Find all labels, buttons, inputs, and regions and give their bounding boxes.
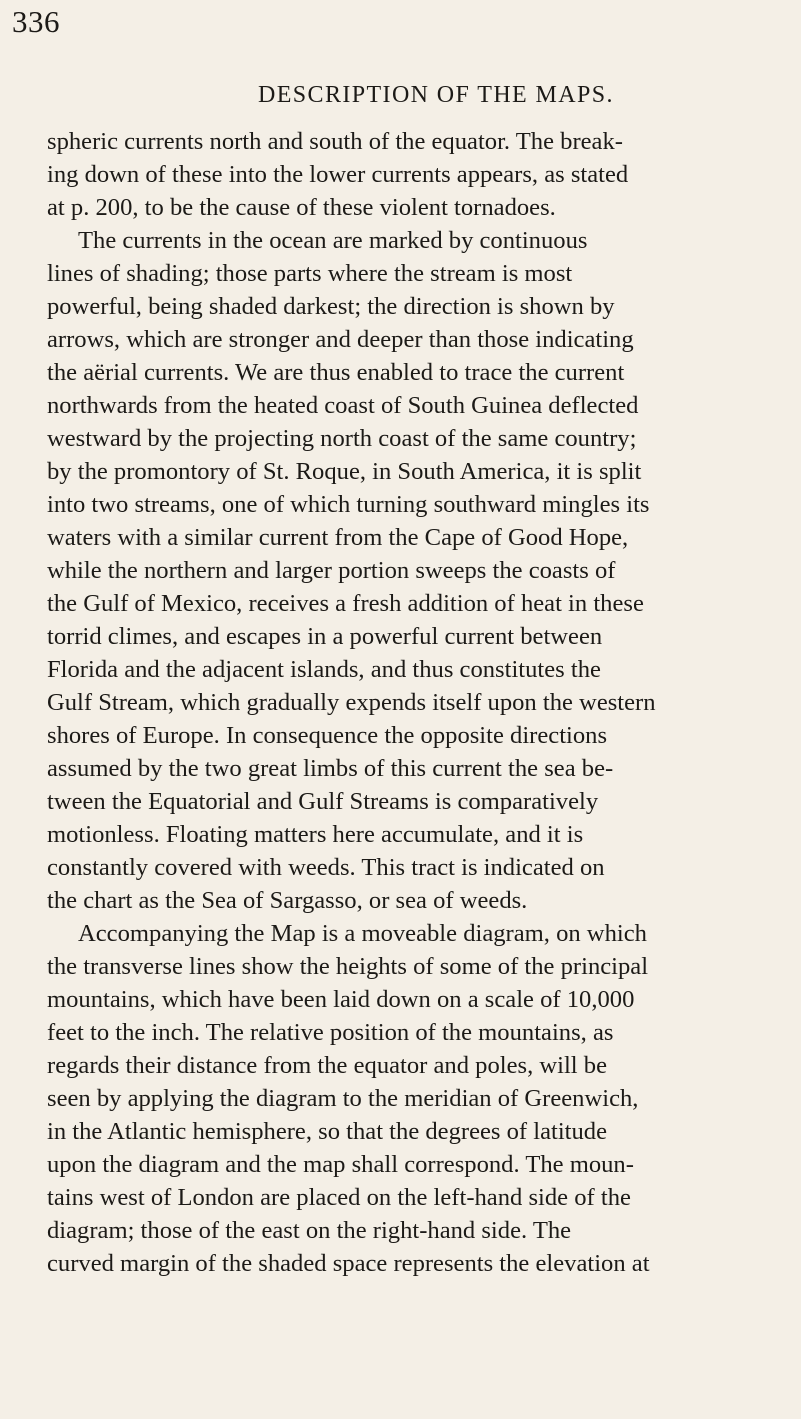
text-line: the aërial currents. We are thus enabled to trace the current [47, 359, 625, 386]
text-line: diagram; those of the east on the right-hand side. The [47, 1217, 572, 1244]
text-line: tains west of London are placed on the left-hand side of the [47, 1184, 631, 1211]
text-line: by the promontory of St. Roque, in South America, it is split [47, 458, 642, 485]
text-line: ing down of these into the lower currents appears, as stated [47, 161, 629, 188]
text-line: arrows, which are stronger and deeper than those indicating [47, 326, 634, 353]
text-line: into two streams, one of which turning southward mingles its [47, 491, 650, 518]
text-line: northwards from the heated coast of South Guinea deflected [47, 392, 639, 419]
running-head: DESCRIPTION OF THE MAPS. [258, 82, 614, 108]
text-line: tween the Equatorial and Gulf Streams is comparatively [47, 788, 599, 815]
text-line: the chart as the Sea of Sargasso, or sea of weeds. [47, 887, 528, 914]
text-line: torrid climes, and escapes in a powerful current between [47, 623, 603, 650]
text-line: at p. 200, to be the cause of these violent tornadoes. [47, 194, 556, 221]
text-line: Gulf Stream, which gradually expends itself upon the western [47, 689, 656, 716]
text-line: westward by the projecting north coast of the same country; [47, 425, 637, 452]
text-line: upon the diagram and the map shall correspond. The moun- [47, 1151, 634, 1178]
text-line: seen by applying the diagram to the meridian of Greenwich, [47, 1085, 639, 1112]
text-line: shores of Europe. In consequence the opposite directions [47, 722, 608, 749]
text-line: powerful, being shaded darkest; the direction is shown by [47, 293, 615, 320]
text-line: feet to the inch. The relative position of the mountains, as [47, 1019, 614, 1046]
text-line: assumed by the two great limbs of this current the sea be- [47, 755, 614, 782]
text-line: spheric currents north and south of the equator. The break- [47, 128, 623, 155]
text-line: Florida and the adjacent islands, and thus constitutes the [47, 656, 601, 683]
text-line: in the Atlantic hemisphere, so that the degrees of latitude [47, 1118, 608, 1145]
page-number: 336 [12, 4, 60, 39]
text-line: the Gulf of Mexico, receives a fresh addition of heat in these [47, 590, 644, 617]
text-line: The currents in the ocean are marked by continuous [78, 227, 588, 254]
text-line: mountains, which have been laid down on a scale of 10,000 [47, 986, 635, 1013]
text-line: regards their distance from the equator and poles, will be [47, 1052, 608, 1079]
text-line: constantly covered with weeds. This tract is indicated on [47, 854, 605, 881]
text-line: lines of shading; those parts where the stream is most [47, 260, 573, 287]
text-line: Accompanying the Map is a moveable diagram, on which [78, 920, 647, 947]
text-line: waters with a similar current from the Cape of Good Hope, [47, 524, 629, 551]
text-line: while the northern and larger portion sweeps the coasts of [47, 557, 616, 584]
text-line: curved margin of the shaded space represents the elevation at [47, 1250, 650, 1277]
text-line: the transverse lines show the heights of some of the principal [47, 953, 649, 980]
text-line: motionless. Floating matters here accumulate, and it is [47, 821, 584, 848]
